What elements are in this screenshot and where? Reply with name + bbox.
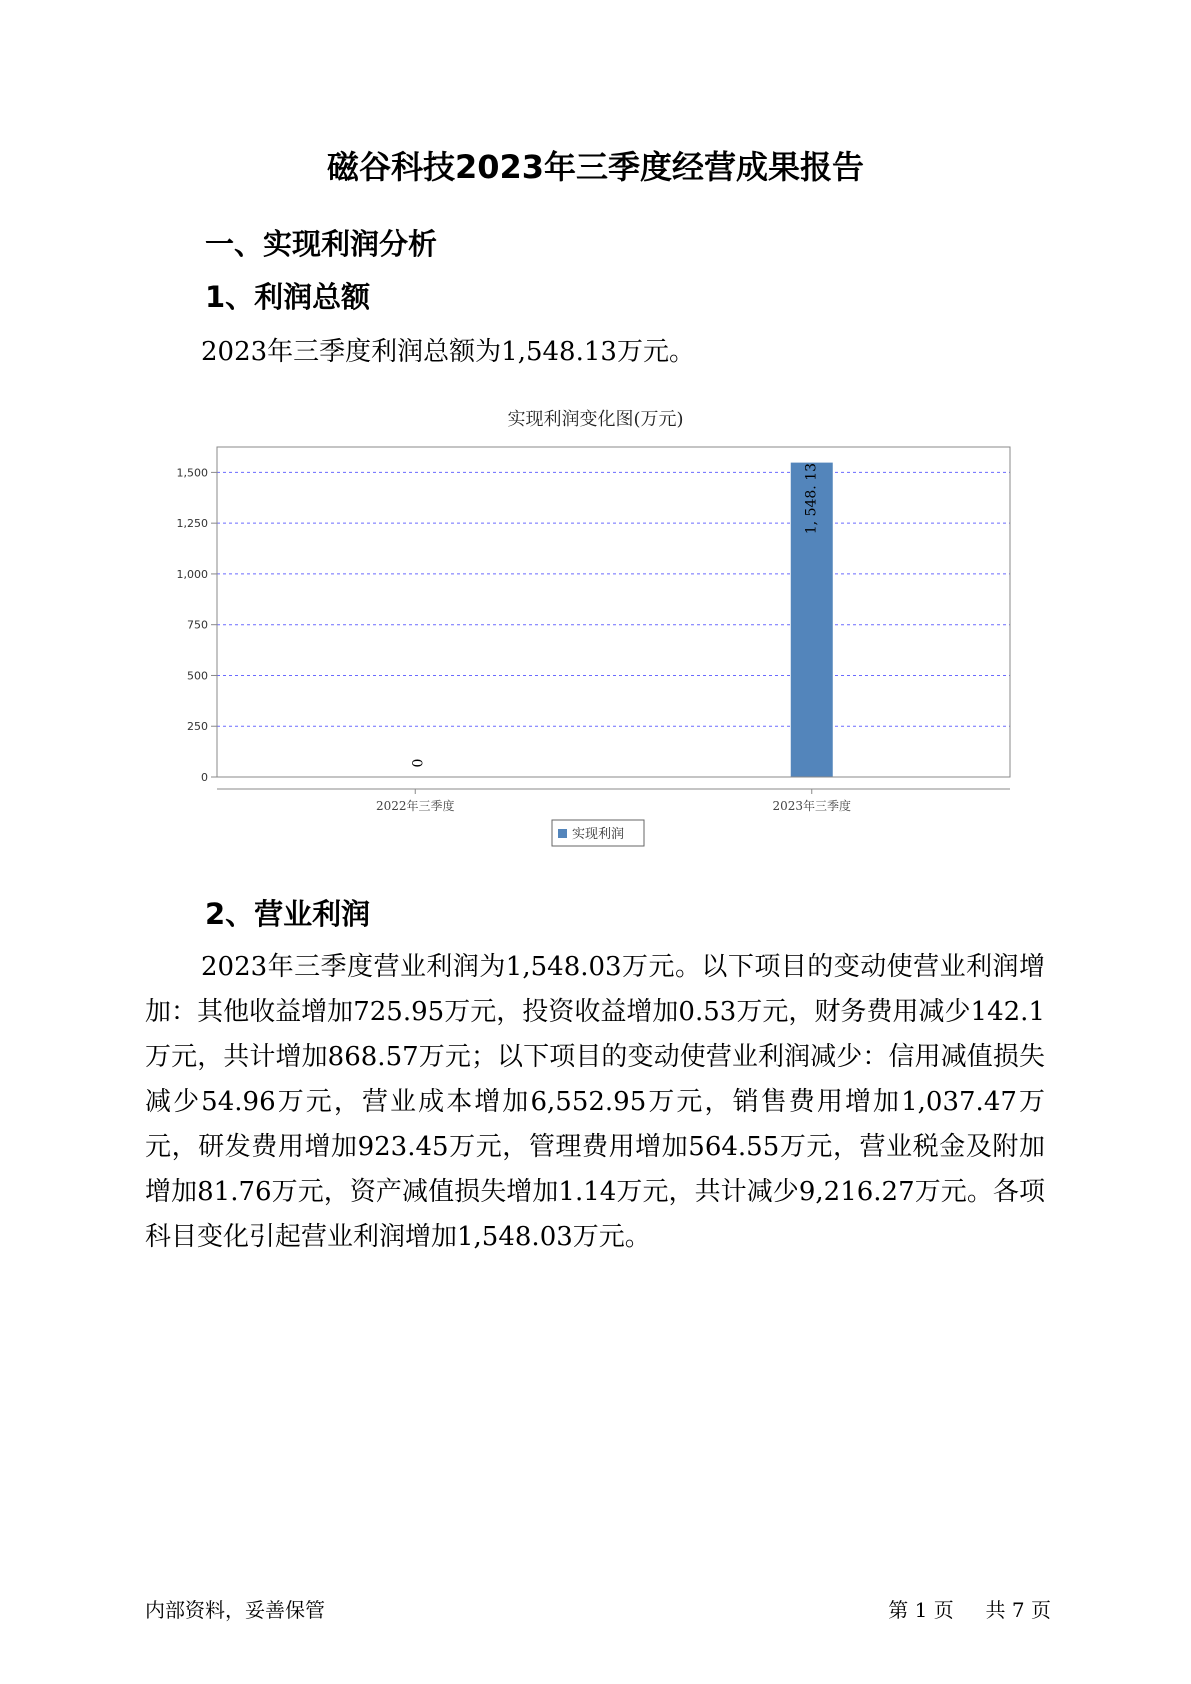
chart-title: 实现利润变化图(万元) bbox=[507, 409, 684, 430]
total-pages: 7 bbox=[1011, 1598, 1025, 1622]
page-suffix: 页 bbox=[933, 1598, 954, 1622]
chart-legend bbox=[552, 820, 644, 846]
plot-area-frame bbox=[217, 447, 1010, 777]
y-axis-ticks bbox=[177, 466, 218, 784]
footer-page-info bbox=[888, 1594, 1051, 1623]
y-tick-label: 500 bbox=[187, 669, 208, 683]
subsection-heading-total-profit: 1、利润总额 bbox=[205, 280, 371, 314]
y-tick-label: 1,250 bbox=[176, 517, 208, 531]
total-suffix: 页 bbox=[1031, 1598, 1051, 1622]
y-tick-label: 250 bbox=[187, 720, 208, 734]
bar-data-label: 1, 548. 13 bbox=[803, 462, 820, 535]
x-axis-ticks bbox=[376, 789, 851, 813]
y-tick-label: 750 bbox=[187, 618, 208, 632]
legend-swatch bbox=[558, 829, 567, 838]
page-number: 1 bbox=[914, 1598, 928, 1622]
chart-data-labels bbox=[410, 463, 820, 767]
x-tick-label: 2022年三季度 bbox=[375, 799, 455, 813]
subsection-heading-operating-profit: 2、营业利润 bbox=[205, 897, 371, 931]
document-title: 磁谷科技2023年三季度经营成果报告 bbox=[326, 148, 865, 186]
legend-label: 实现利润 bbox=[572, 827, 625, 842]
chart-gridlines bbox=[217, 472, 1010, 726]
x-tick-label: 2023年三季度 bbox=[772, 799, 852, 813]
section-heading-profit-analysis: 一、实现利润分析 bbox=[205, 227, 438, 261]
total-profit-paragraph: 2023年三季度利润总额为1,548.13万元。 bbox=[201, 337, 695, 367]
y-tick-label: 0 bbox=[201, 771, 208, 784]
page-prefix: 第 bbox=[888, 1598, 909, 1622]
y-tick-label: 1,500 bbox=[176, 466, 208, 480]
bar-data-label: 0 bbox=[410, 758, 427, 768]
footer-confidential-note: 内部资料，妥善保管 bbox=[145, 1598, 325, 1622]
operating-profit-paragraph: 2023年三季度营业利润为1,548.03万元。以下项目的变动使营业利润增加：其他收益增加725.95万元，投资收益增加0.53万元，财务费用减少142.1万元，共计增加868.57万元；以下项目的变动使营业利润减少：信用减值损失减少54.96万元，营业成本增加6,552.95万元，销售费用增加1,037.47万元，研发费用增加923.45万元，管理费用增加564.55万元，营业税金及附加增加81.76万元，资产减值损失增加1.14万元，共计减少9,216.27万元。各项科目变化引起营业利润增加1,548.03万元。 bbox=[145, 952, 1045, 1252]
y-tick-label: 1,000 bbox=[176, 567, 208, 581]
total-prefix: 共 bbox=[985, 1598, 1006, 1622]
